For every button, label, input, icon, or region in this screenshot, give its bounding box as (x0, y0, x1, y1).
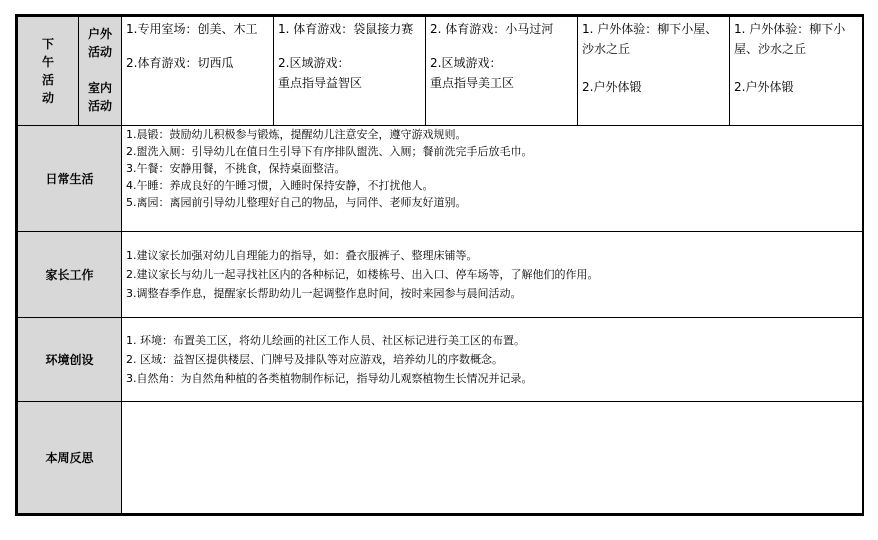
day-line: 2.体育游戏：切西瓜 (126, 56, 234, 70)
day-line: 2.户外体锻 (582, 80, 642, 94)
list-item: 5.离园：离园前引导幼儿整理好自己的物品，与同伴、老师友好道别。 (126, 196, 467, 209)
list-item: 3.调整春季作息，提醒家长帮助幼儿一起调整作息时间，按时来园参与晨间活动。 (126, 287, 522, 300)
list-item: 1. 环境：布置美工区，将幼儿绘画的社区工作人员、社区标记进行美工区的布置。 (126, 334, 525, 347)
day-line: 2.区域游戏： (278, 56, 350, 70)
list-item: 2. 区域：益智区提供楼层、门牌号及排队等对应游戏，培养幼儿的序数概念。 (126, 353, 503, 366)
day-line: 2.户外体锻 (734, 80, 794, 94)
list-item: 3.自然角：为自然角种植的各类植物制作标记，指导幼儿观察植物生长情况并记录。 (126, 372, 533, 385)
afternoon-row (18, 17, 863, 126)
afternoon-label-cell (18, 17, 79, 126)
daily-life-content (122, 126, 863, 232)
parent-work-row (18, 232, 863, 318)
list-item: 2.盥洗入厕：引导幼儿在值日生引导下有序排队盥洗、入厕；餐前洗完手后放毛巾。 (126, 145, 533, 158)
day-line: 2. 体育游戏：小马过河 (430, 22, 554, 36)
weekly-plan-table (17, 16, 863, 514)
wednesday-afternoon-cell (426, 17, 578, 126)
day-line: 2.区域游戏： (430, 56, 502, 70)
day-line: 1.专用室场：创美、木工 (126, 22, 258, 36)
day-line: 1. 体育游戏：袋鼠接力赛 (278, 22, 414, 36)
reflection-label: 本周反思 (18, 402, 122, 514)
list-item: 1.晨锻：鼓励幼儿积极参与锻炼，提醒幼儿注意安全，遵守游戏规则。 (126, 128, 467, 141)
day-line: 1. 户外体验：柳下小屋、沙水之丘 (734, 22, 846, 56)
parent-work-label: 家长工作 (18, 232, 122, 318)
environment-label: 环境创设 (18, 318, 122, 402)
list-item: 3.午餐：安静用餐，不挑食，保持桌面整洁。 (126, 162, 346, 175)
outdoor-activity-label: 户外活动 (87, 27, 112, 59)
environment-row (18, 318, 863, 402)
list-item: 4.午睡：养成良好的午睡习惯，入睡时保持安静，不打扰他人。 (126, 179, 434, 192)
reflection-content[interactable] (122, 402, 863, 514)
list-item: 1.建议家长加强对幼儿自理能力的指导，如：叠衣服裤子、整理床铺等。 (126, 249, 478, 262)
parent-work-content (122, 232, 863, 318)
day-line: 重点指导美工区 (430, 76, 515, 90)
environment-content (122, 318, 863, 402)
day-line: 1. 户外体验：柳下小屋、沙水之丘 (582, 22, 718, 56)
indoor-activity-label: 室内活动 (87, 81, 112, 113)
day-line: 重点指导益智区 (278, 76, 363, 90)
list-item: 2.建议家长与幼儿一起寻找社区内的各种标记，如楼栋号、出入口、停车场等，了解他们的作用。 (126, 268, 599, 281)
daily-life-row (18, 126, 863, 232)
daily-life-label: 日常生活 (18, 126, 122, 232)
tuesday-afternoon-cell (274, 17, 426, 126)
afternoon-label: 下午活动 (41, 37, 54, 105)
thursday-afternoon-cell (578, 17, 730, 126)
friday-afternoon-cell (730, 17, 863, 126)
reflection-row (18, 402, 863, 514)
monday-afternoon-cell (122, 17, 274, 126)
afternoon-sublabel-cell (79, 17, 122, 126)
